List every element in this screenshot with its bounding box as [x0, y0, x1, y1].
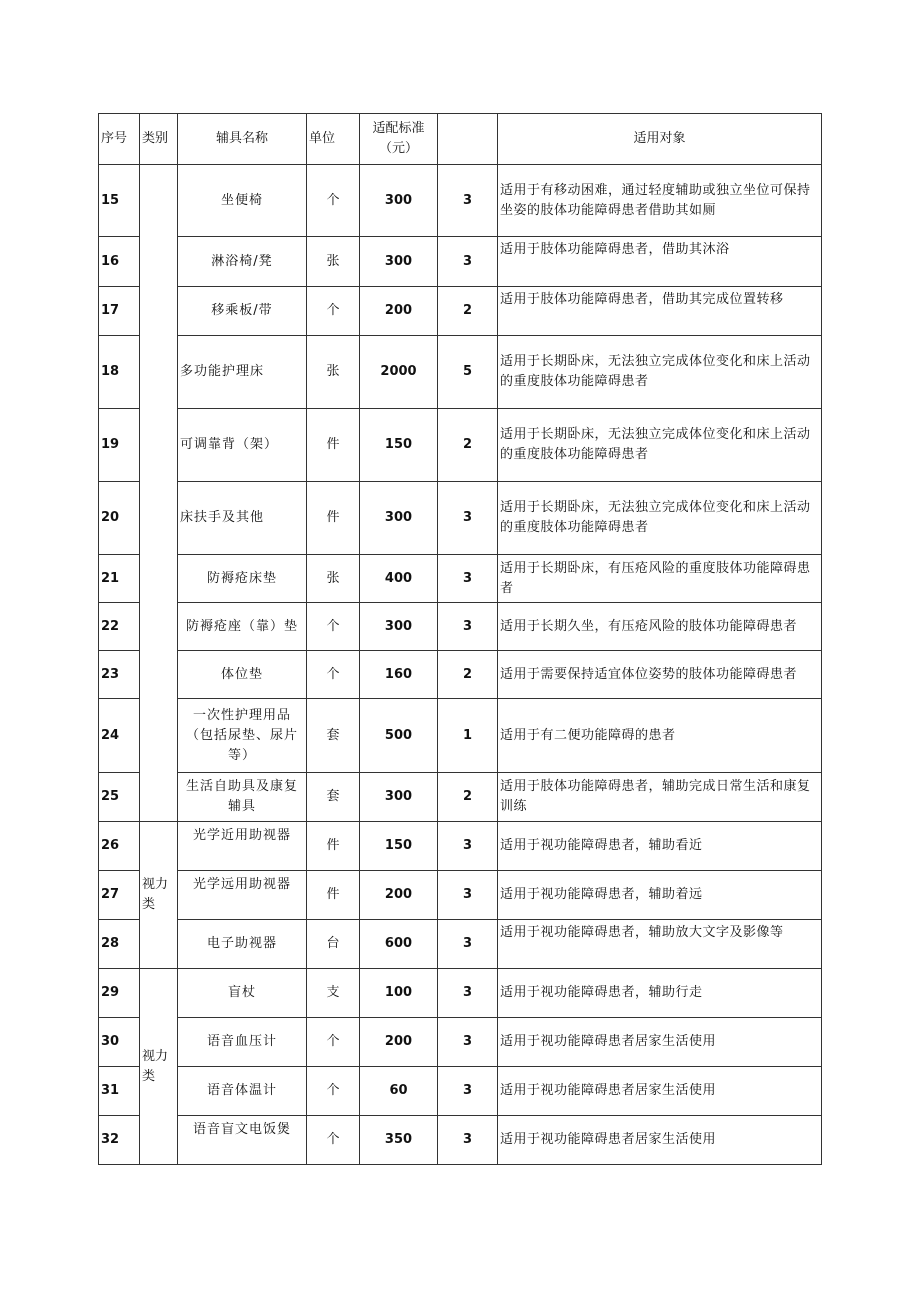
table-row: [99, 773, 822, 822]
row-name: 床扶手及其他: [178, 482, 307, 555]
row-name: 坐便椅: [178, 165, 307, 237]
row-applicable: 适用于视功能障碍患者，辅助行走: [498, 969, 822, 1018]
row-applicable: 适用于视功能障碍患者，辅助看近: [498, 822, 822, 871]
row-applicable: 适用于长期卧床，有压疮风险的重度肢体功能障碍患者: [498, 555, 822, 603]
row-unit: 件: [307, 822, 360, 871]
row-name: 光学远用助视器: [178, 871, 307, 920]
table-row: [99, 871, 822, 920]
row-applicable: 适用于有移动困难，通过轻度辅助或独立坐位可保持坐姿的肢体功能障碍患者借助其如厕: [498, 165, 822, 237]
row-standard: 150: [360, 822, 438, 871]
row-name: 光学近用助视器: [178, 822, 307, 871]
row-unit: 件: [307, 871, 360, 920]
header-seq: 序号: [99, 114, 140, 165]
header-standard-line1: 适配标准: [372, 121, 425, 136]
row-name: 盲杖: [178, 969, 307, 1018]
row-level: 3: [438, 165, 498, 237]
row-standard: 150: [360, 409, 438, 482]
category-cell-limb: [140, 165, 178, 822]
row-level: 3: [438, 969, 498, 1018]
row-standard: 300: [360, 237, 438, 287]
row-seq: 32: [99, 1116, 140, 1165]
row-seq: 30: [99, 1018, 140, 1067]
row-level: 2: [438, 651, 498, 699]
category-cell-vision-a: 视力类: [140, 822, 178, 969]
category-cell-vision-b: 视力类: [140, 969, 178, 1165]
row-unit: 张: [307, 336, 360, 409]
row-applicable: 适用于长期久坐，有压疮风险的肢体功能障碍患者: [498, 603, 822, 651]
row-name: 移乘板/带: [178, 287, 307, 336]
row-seq: 29: [99, 969, 140, 1018]
row-unit: 个: [307, 1018, 360, 1067]
row-seq: 22: [99, 603, 140, 651]
row-level: 3: [438, 555, 498, 603]
row-name: 防褥疮床垫: [178, 555, 307, 603]
row-unit: 个: [307, 287, 360, 336]
row-name: 淋浴椅/凳: [178, 237, 307, 287]
row-unit: 个: [307, 1067, 360, 1116]
row-level: 3: [438, 1067, 498, 1116]
row-seq: 26: [99, 822, 140, 871]
header-level: [438, 114, 498, 165]
row-level: 5: [438, 336, 498, 409]
row-applicable: 适用于需要保持适宜体位姿势的肢体功能障碍患者: [498, 651, 822, 699]
row-applicable: 适用于肢体功能障碍患者，借助其沐浴: [498, 237, 822, 287]
row-seq: 27: [99, 871, 140, 920]
row-name: 电子助视器: [178, 920, 307, 969]
table-row: [99, 555, 822, 603]
table-row: [99, 287, 822, 336]
header-category: 类别: [140, 114, 178, 165]
row-name: 防褥疮座（靠）垫: [178, 603, 307, 651]
row-name: 可调靠背（架）: [178, 409, 307, 482]
row-name: 语音盲文电饭煲: [178, 1116, 307, 1165]
table-row: [99, 409, 822, 482]
row-standard: 300: [360, 603, 438, 651]
row-level: 3: [438, 237, 498, 287]
header-standard-line2: （元）: [378, 141, 418, 156]
row-level: 3: [438, 1116, 498, 1165]
table-row: [99, 822, 822, 871]
row-standard: 350: [360, 1116, 438, 1165]
table-row: [99, 969, 822, 1018]
row-standard: 160: [360, 651, 438, 699]
row-level: 2: [438, 773, 498, 822]
table-row: [99, 336, 822, 409]
row-name: 生活自助具及康复辅具: [178, 773, 307, 822]
header-row: [99, 114, 822, 165]
table-row: [99, 1067, 822, 1116]
row-name: 语音体温计: [178, 1067, 307, 1116]
row-standard: 60: [360, 1067, 438, 1116]
table-row: [99, 482, 822, 555]
row-seq: 15: [99, 165, 140, 237]
row-unit: 张: [307, 237, 360, 287]
row-seq: 16: [99, 237, 140, 287]
row-unit: 个: [307, 651, 360, 699]
row-level: 3: [438, 822, 498, 871]
row-level: 3: [438, 920, 498, 969]
table-row: [99, 699, 822, 773]
row-name: 一次性护理用品（包括尿垫、尿片等）: [178, 699, 307, 773]
row-level: 3: [438, 871, 498, 920]
row-standard: 500: [360, 699, 438, 773]
table-row: [99, 1116, 822, 1165]
row-unit: 张: [307, 555, 360, 603]
row-applicable: 适用于长期卧床，无法独立完成体位变化和床上活动的重度肢体功能障碍患者: [498, 482, 822, 555]
row-unit: 套: [307, 773, 360, 822]
row-level: 3: [438, 603, 498, 651]
row-unit: 个: [307, 603, 360, 651]
row-level: 2: [438, 409, 498, 482]
row-seq: 31: [99, 1067, 140, 1116]
row-seq: 25: [99, 773, 140, 822]
row-applicable: 适用于视功能障碍患者，辅助放大文字及影像等: [498, 920, 822, 969]
row-seq: 19: [99, 409, 140, 482]
row-standard: 100: [360, 969, 438, 1018]
row-unit: 支: [307, 969, 360, 1018]
row-unit: 个: [307, 165, 360, 237]
row-applicable: 适用于视功能障碍患者居家生活使用: [498, 1018, 822, 1067]
row-applicable: 适用于视功能障碍患者居家生活使用: [498, 1116, 822, 1165]
row-unit: 件: [307, 482, 360, 555]
row-seq: 20: [99, 482, 140, 555]
row-level: 2: [438, 287, 498, 336]
row-name: 多功能护理床: [178, 336, 307, 409]
header-standard: [360, 114, 438, 165]
row-unit: 台: [307, 920, 360, 969]
table-row: [99, 603, 822, 651]
row-standard: 600: [360, 920, 438, 969]
row-standard: 300: [360, 482, 438, 555]
row-level: 1: [438, 699, 498, 773]
row-standard: 400: [360, 555, 438, 603]
row-applicable: 适用于肢体功能障碍患者，借助其完成位置转移: [498, 287, 822, 336]
table-row: [99, 1018, 822, 1067]
row-level: 3: [438, 482, 498, 555]
row-standard: 200: [360, 1018, 438, 1067]
row-unit: 个: [307, 1116, 360, 1165]
row-name: 体位垫: [178, 651, 307, 699]
row-applicable: 适用于视功能障碍患者，辅助着远: [498, 871, 822, 920]
row-unit: 件: [307, 409, 360, 482]
row-standard: 2000: [360, 336, 438, 409]
row-standard: 300: [360, 165, 438, 237]
table-row: [99, 651, 822, 699]
row-name: 语音血压计: [178, 1018, 307, 1067]
row-seq: 17: [99, 287, 140, 336]
header-name: 辅具名称: [178, 114, 307, 165]
row-seq: 28: [99, 920, 140, 969]
row-seq: 21: [99, 555, 140, 603]
row-applicable: 适用于有二便功能障碍的患者: [498, 699, 822, 773]
row-seq: 23: [99, 651, 140, 699]
header-applicable: 适用对象: [498, 114, 822, 165]
row-level: 3: [438, 1018, 498, 1067]
row-standard: 200: [360, 871, 438, 920]
row-seq: 18: [99, 336, 140, 409]
row-applicable: 适用于肢体功能障碍患者，辅助完成日常生活和康复训练: [498, 773, 822, 822]
assistive-device-table: [98, 113, 822, 1165]
row-applicable: 适用于长期卧床，无法独立完成体位变化和床上活动的重度肢体功能障碍患者: [498, 409, 822, 482]
row-standard: 300: [360, 773, 438, 822]
table-row: [99, 920, 822, 969]
row-seq: 24: [99, 699, 140, 773]
table-row: [99, 237, 822, 287]
row-applicable: 适用于长期卧床，无法独立完成体位变化和床上活动的重度肢体功能障碍患者: [498, 336, 822, 409]
row-applicable: 适用于视功能障碍患者居家生活使用: [498, 1067, 822, 1116]
header-unit: 单位: [307, 114, 360, 165]
row-unit: 套: [307, 699, 360, 773]
table-row: [99, 165, 822, 237]
row-standard: 200: [360, 287, 438, 336]
